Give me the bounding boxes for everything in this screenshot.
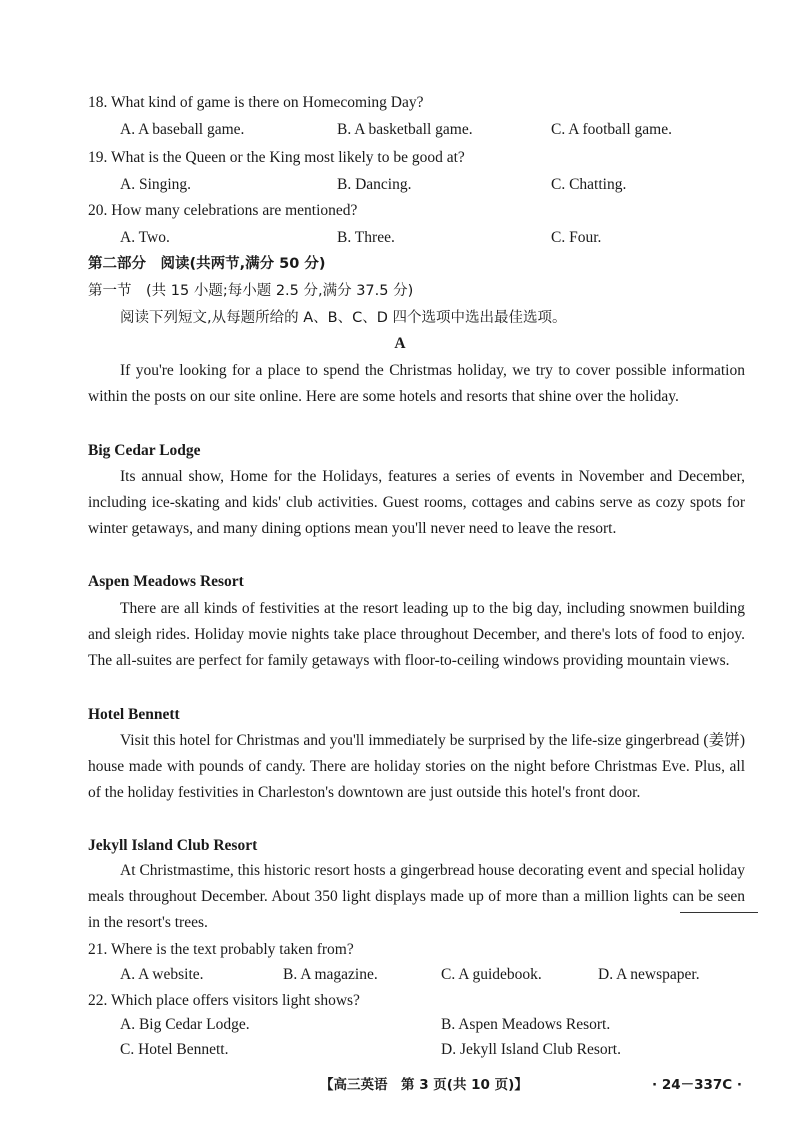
section-title: Hotel Bennett (88, 706, 180, 723)
option-a: A. Two. (120, 229, 170, 246)
footer-page: 【高三英语 第 3 页(共 10 页)】 (320, 1077, 528, 1093)
option-c: C. A guidebook. (441, 966, 542, 983)
option-b: B. A magazine. (283, 966, 378, 983)
instruction: 阅读下列短文,从每题所给的 A、B、C、D 四个选项中选出最佳选项。 (120, 310, 567, 326)
section-text: At Christmastime, this historic resort hosts a gingerbread house decorating event and special holiday meals throughout December. About 350 light displays made up of more than a million lights can be seen in the resort's trees. (88, 862, 745, 932)
question-text: 22. Which place offers visitors light shows? (88, 992, 360, 1009)
section-title: Aspen Meadows Resort (88, 573, 244, 590)
option-d: D. Jekyll Island Club Resort. (441, 1041, 621, 1058)
part-heading: 第二部分 阅读(共两节,满分 50 分) (88, 256, 326, 272)
divider (680, 912, 758, 913)
option-c: C. Chatting. (551, 176, 627, 193)
section-text: Its annual show, Home for the Holidays, features a series of events in November and December, including ice-skating and kids' club activities. Guest rooms, cottages and cabins serve as cozy spots for winter getaways, and many dining options mean you'll never need to leave the resort. (88, 468, 745, 538)
option-a: A. A baseball game. (120, 121, 245, 138)
option-d: D. A newspaper. (598, 966, 700, 983)
option-c: C. Four. (551, 229, 602, 246)
section-text: Visit this hotel for Christmas and you'll immediately be surprised by the life-size gingerbread (姜饼) house made with pounds of candy. There are holiday stories on the night before Christmas Eve. Plus, all of the holiday festivities in Charleston's downtown are just outside this hotel's front door. (88, 732, 745, 802)
option-a: A. Big Cedar Lodge. (120, 1016, 250, 1033)
option-b: B. A basketball game. (337, 121, 473, 138)
passage-label: A (394, 335, 406, 352)
section-heading: 第一节 (共 15 小题;每小题 2.5 分,满分 37.5 分) (88, 283, 414, 299)
section-title: Big Cedar Lodge (88, 442, 201, 459)
question-text: 19. What is the Queen or the King most likely to be good at? (88, 149, 465, 166)
option-a: A. Singing. (120, 176, 192, 193)
section-text: There are all kinds of festivities at the resort leading up to the big day, including snowmen building and sleigh rides. Holiday movie nights take place throughout December, and there's lots of food to enjoy. The all-suites are perfect for family getaways with floor-to-ceiling windows providing mountain views. (88, 600, 745, 670)
option-a: A. A website. (120, 966, 204, 983)
question-text: 18. What kind of game is there on Homecoming Day? (88, 94, 424, 111)
passage-intro: If you're looking for a place to spend the Christmas holiday, we try to cover possible information within the posts on our site online. Here are some hotels and resorts that shine over the holiday. (88, 362, 745, 406)
option-c: C. A football game. (551, 121, 672, 138)
footer-code: · 24－337C · (652, 1077, 743, 1093)
question-text: 21. Where is the text probably taken from? (88, 941, 354, 958)
option-c: C. Hotel Bennett. (120, 1041, 229, 1058)
option-b: B. Three. (337, 229, 395, 246)
option-b: B. Dancing. (337, 176, 412, 193)
option-b: B. Aspen Meadows Resort. (441, 1016, 611, 1033)
question-text: 20. How many celebrations are mentioned? (88, 202, 358, 219)
section-title: Jekyll Island Club Resort (88, 837, 258, 854)
